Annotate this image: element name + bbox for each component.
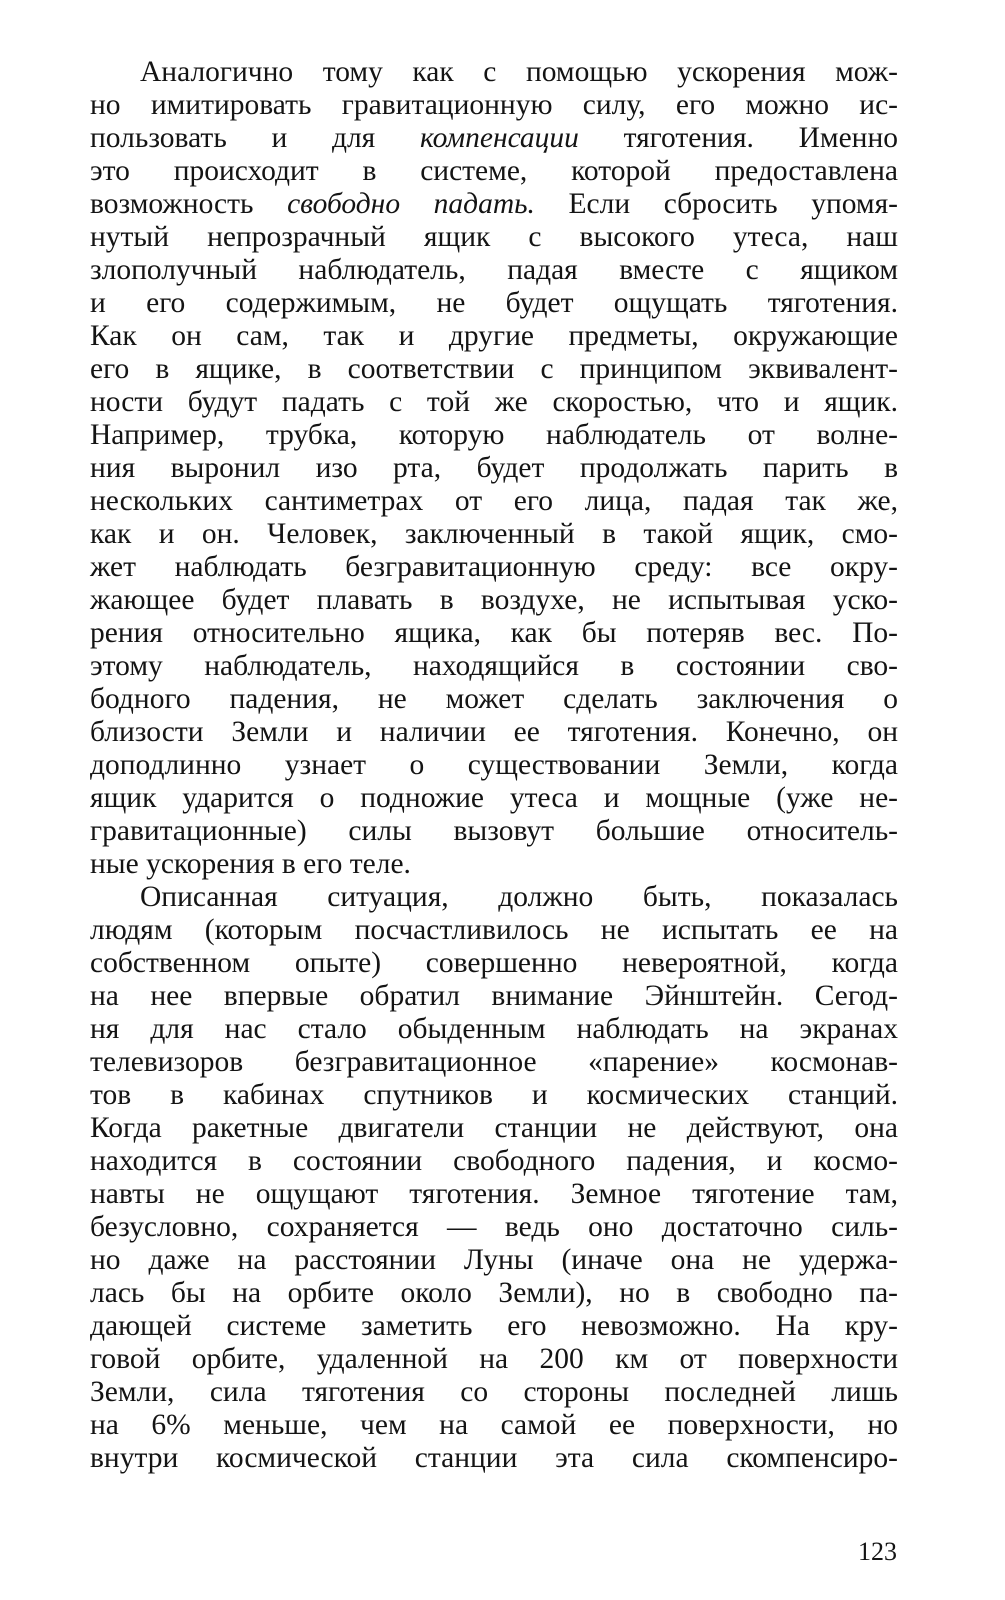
italic-term: компенсации bbox=[419, 122, 579, 154]
text-line: доподлинно узнает о существовании Земли, когда bbox=[90, 749, 898, 781]
text-line: Аналогично тому как с помощью ускорения мож- bbox=[140, 56, 898, 88]
text-line: бодного падения, не может сделать заключения о bbox=[90, 683, 898, 715]
text-line: это происходит в системе, которой предоставлена bbox=[90, 155, 898, 187]
italic-term: свободно падать. bbox=[287, 188, 535, 220]
page-text bbox=[90, 56, 898, 1475]
text-line: его в ящике, в соответствии с принципом эквивалент- bbox=[90, 353, 898, 385]
text-line: ня для нас стало обыденным наблюдать на экранах bbox=[90, 1013, 898, 1045]
text-line: ящик ударится о подножие утеса и мощные (уже не- bbox=[90, 782, 898, 814]
text-line: близости Земли и наличии ее тяготения. Конечно, он bbox=[90, 716, 898, 748]
text-line: ности будут падать с той же скоростью, что и ящик. bbox=[90, 386, 898, 418]
text-line: как и он. Человек, заключенный в такой ящик, смо- bbox=[90, 518, 898, 550]
text-line: находится в состоянии свободного падения, и космо- bbox=[90, 1145, 898, 1177]
text-line: рения относительно ящика, как бы потеряв вес. По- bbox=[90, 617, 898, 649]
text-line: тов в кабинах спутников и космических станций. bbox=[90, 1079, 898, 1111]
text-line: пользовать и для компенсации тяготения. Именно bbox=[90, 122, 898, 154]
text-line: этому наблюдатель, находящийся в состоянии сво- bbox=[90, 650, 898, 682]
text-line: нутый непрозрачный ящик с высокого утеса, наш bbox=[90, 221, 898, 253]
text-line: внутри космической станции эта сила скомпенсиро- bbox=[90, 1442, 898, 1474]
text-line: говой орбите, удаленной на 200 км от поверхности bbox=[90, 1343, 898, 1375]
text-line: на 6% меньше, чем на самой ее поверхности, но bbox=[90, 1409, 898, 1441]
text-line: дающей системе заметить его невозможно. На кру- bbox=[90, 1310, 898, 1342]
text-line: возможность свободно падать. Если сбросить упомя- bbox=[90, 188, 898, 220]
text-line: гравитационные) силы вызовут большие относитель- bbox=[90, 815, 898, 847]
text-line: Например, трубка, которую наблюдатель от волне- bbox=[90, 419, 898, 451]
text-line: Земли, сила тяготения со стороны последней лишь bbox=[90, 1376, 898, 1408]
text-line: безусловно, сохраняется — ведь оно достаточно силь- bbox=[90, 1211, 898, 1243]
text-line: Как он сам, так и другие предметы, окружающие bbox=[90, 320, 898, 352]
text-line: жающее будет плавать в воздухе, не испытывая уско- bbox=[90, 584, 898, 616]
text-line: собственном опыте) совершенно невероятной, когда bbox=[90, 947, 898, 979]
text-line: на нее впервые обратил внимание Эйнштейн. Сегод- bbox=[90, 980, 898, 1012]
text-line: злополучный наблюдатель, падая вместе с ящиком bbox=[90, 254, 898, 286]
text-line: и его содержимым, не будет ощущать тяготения. bbox=[90, 287, 898, 319]
text-line: но даже на расстоянии Луны (иначе она не удержа- bbox=[90, 1244, 898, 1276]
page-number: 123 bbox=[858, 1537, 897, 1566]
text-line: но имитировать гравитационную силу, его можно ис- bbox=[90, 89, 898, 121]
text-line: людям (которым посчастливилось не испытать ее на bbox=[90, 914, 898, 946]
text-line: телевизоров безгравитационное «парение» космонав- bbox=[90, 1046, 898, 1078]
text-line: Описанная ситуация, должно быть, показалась bbox=[140, 881, 898, 913]
text-line: Когда ракетные двигатели станции не действуют, она bbox=[90, 1112, 898, 1144]
text-line: навты не ощущают тяготения. Земное тяготение там, bbox=[90, 1178, 898, 1210]
text-line: лась бы на орбите около Земли), но в свободно па- bbox=[90, 1277, 898, 1309]
text-line: ные ускорения в его теле. bbox=[90, 848, 411, 880]
text-line: ния выронил изо рта, будет продолжать парить в bbox=[90, 452, 898, 484]
text-line: нескольких сантиметрах от его лица, падая так же, bbox=[90, 485, 898, 517]
text-line: жет наблюдать безгравитационную среду: все окру- bbox=[90, 551, 898, 583]
